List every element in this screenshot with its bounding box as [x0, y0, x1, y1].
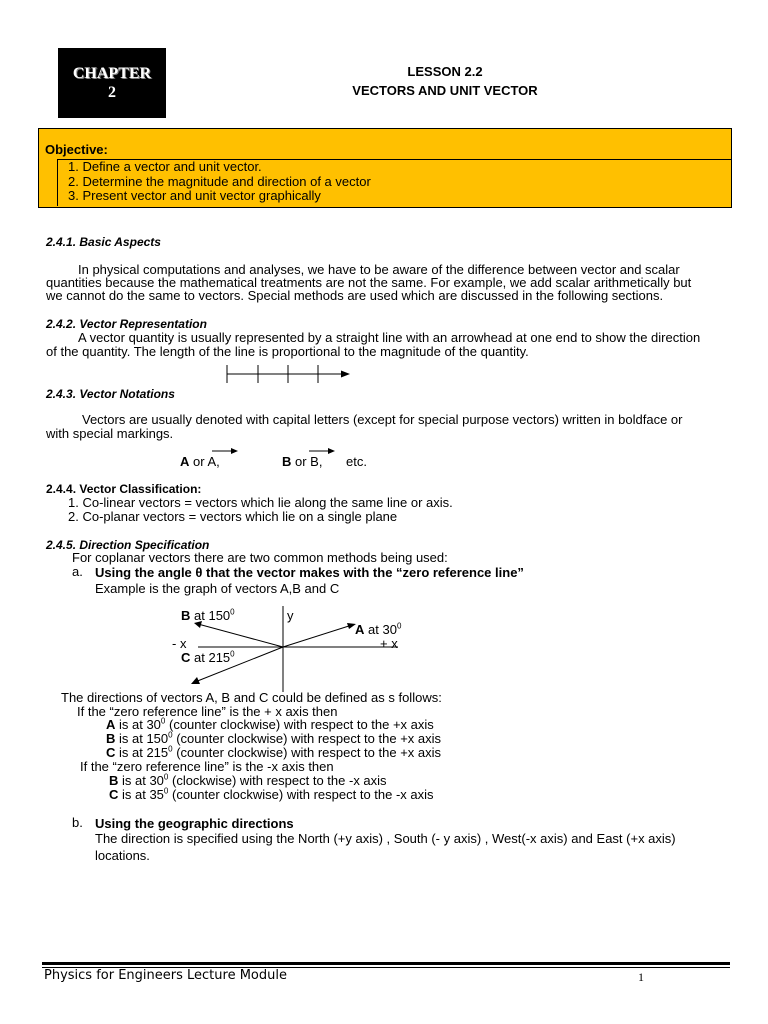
vector-line-figure [222, 362, 354, 386]
paragraph-line: we cannot do the same to vectors. Special methods are used which are discussed in the following sections. [46, 288, 664, 303]
paragraph-line: The direction is specified using the North (+y axis) , South (- y axis) , West(-x axis) and East (+x axis) [95, 831, 676, 846]
objective-item: 3. Present vector and unit vector graphically [68, 188, 321, 203]
paragraph-line: of the quantity. The length of the line is proportional to the magnitude of the quantity. [46, 344, 529, 359]
section-heading-2-4-2: 2.4.2. Vector Representation [46, 317, 207, 331]
graph-label-b: B at $150^0$ [181, 607, 235, 623]
objective-list [57, 159, 732, 206]
chapter-word: CHAPTER [72, 65, 152, 82]
paragraph-line: A vector quantity is usually represented by a straight line with an arrowhead at one end to show the direction [78, 330, 701, 345]
classification-item: 2. Co-planar vectors = vectors which lie on a single plane [68, 509, 398, 524]
paragraph-line: In physical computations and analyses, we have to be aware of the difference between vector and scalar [78, 262, 680, 277]
direction-line: C is at $35^0$ (counter clockwise) with respect to the -x axis [109, 786, 434, 802]
graph-label-a: A at $30^0$ [355, 621, 402, 637]
section-heading-2-4-4: 2.4.4. Vector Classification: [46, 482, 202, 496]
notation-etc: etc. [346, 454, 367, 469]
footer-rule [42, 962, 730, 965]
direction-line: B is at $30^0$ (clockwise) with respect to the -x axis [109, 772, 387, 788]
paragraph-line: For coplanar vectors there are two common methods being used: [72, 550, 448, 565]
classification-item: 1. Co-linear vectors = vectors which lie along the same line or axis. [68, 495, 453, 510]
paragraph-line: If the “zero reference line” is the + x axis then [77, 704, 338, 719]
graph-label-pos-x: + x [380, 636, 398, 651]
paragraph-line: locations. [95, 848, 150, 863]
vector-a [283, 625, 352, 647]
graph-label-y: y [287, 608, 294, 623]
chapter-badge [58, 48, 166, 118]
objective-title: Objective: [45, 142, 108, 157]
notation-a-rest: or A, [193, 454, 220, 469]
graph-label-neg-x: - x [172, 636, 187, 651]
arrow-over-a-icon [210, 446, 240, 456]
notation-b-rest: or B, [295, 454, 323, 469]
paragraph-line: Vectors are usually denoted with capital letters (except for special purpose vectors) written in boldface or [82, 412, 683, 427]
paragraph-line: The directions of vectors A, B and C could be defined as s follows: [61, 690, 442, 705]
section-heading-2-4-1: 2.4.1. Basic Aspects [46, 235, 161, 249]
list-marker-a: a. [72, 564, 83, 579]
paragraph-line: Example is the graph of vectors A,B and C [95, 581, 340, 596]
notation-a-bold: A [180, 454, 190, 469]
objective-box [38, 128, 732, 208]
section-heading-2-4-5: 2.4.5. Direction Specification [46, 538, 210, 552]
graph-label-c: C at $215^0$ [181, 649, 235, 665]
section-heading-2-4-3: 2.4.3. Vector Notations [46, 387, 175, 401]
paragraph-line: with special markings. [46, 426, 174, 441]
lesson-number: LESSON 2.2 [407, 64, 483, 79]
notation-b [282, 455, 322, 469]
paragraph-line: If the “zero reference line” is the -x axis then [80, 759, 334, 774]
method-a-title: Using the angle θ that the vector makes with the “zero reference line” [95, 565, 524, 580]
objective-item: 1. Define a vector and unit vector. [68, 159, 262, 174]
notation-b-bold: B [282, 454, 292, 469]
paragraph-line: quantities because the mathematical treatments are not the same. For example, we add scalar arithmetically but [46, 275, 692, 290]
chapter-number: 2 [108, 84, 116, 101]
footer-text: Physics for Engineers Lecture Module [44, 968, 287, 983]
notation-a [180, 455, 220, 469]
direction-line: B is at $150^0$ (counter clockwise) with respect to the +x axis [106, 730, 442, 746]
vector-b [198, 624, 283, 647]
lesson-title: VECTORS AND UNIT VECTOR [352, 83, 538, 98]
page-number: 1 [638, 970, 644, 984]
method-b-title: Using the geographic directions [95, 816, 294, 831]
arrow-over-b-icon [307, 446, 337, 456]
list-marker-b: b. [72, 815, 83, 830]
direction-line: A is at $30^0$ (counter clockwise) with respect to the +x axis [106, 716, 434, 732]
objective-item: 2. Determine the magnitude and direction of a vector [68, 173, 371, 189]
direction-line: C is at $215^0$ (counter clockwise) with respect to the +x axis [106, 744, 442, 760]
